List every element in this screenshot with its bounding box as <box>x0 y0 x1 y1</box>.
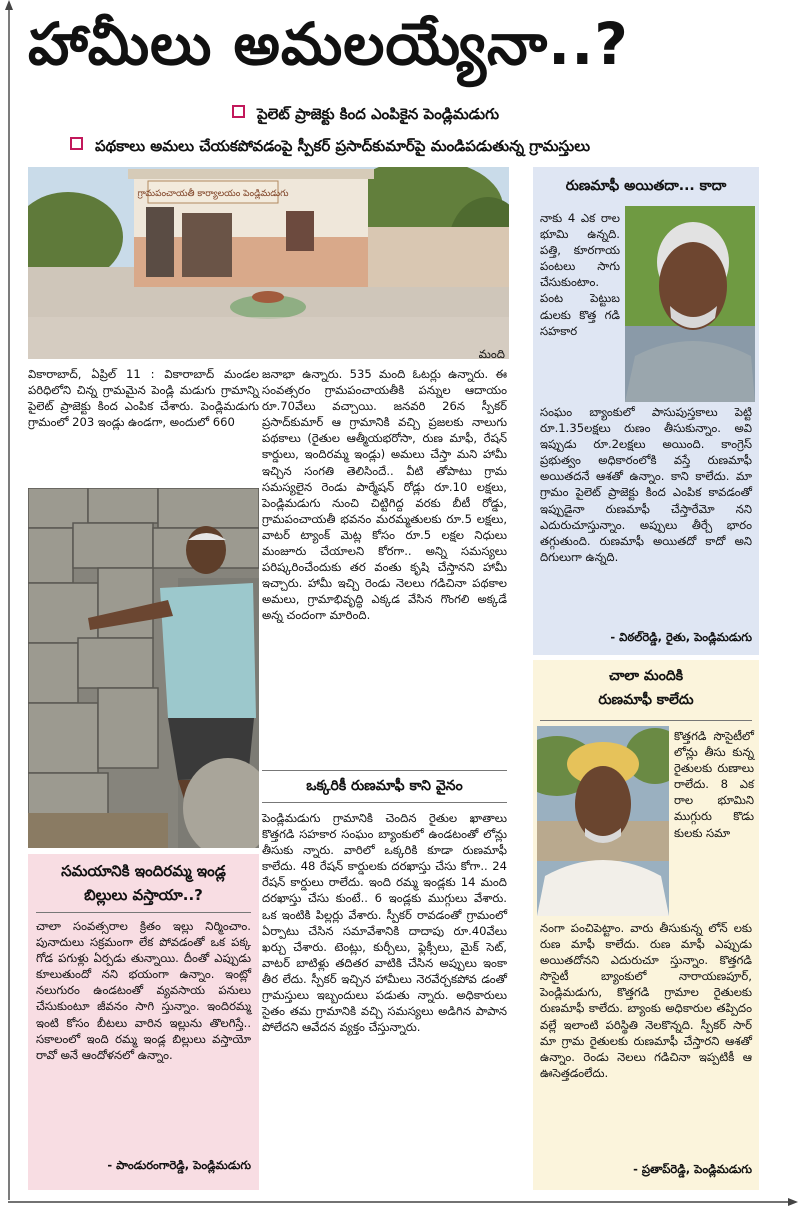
bottom-arrow-rule <box>0 1196 800 1208</box>
many-box-signature: - ప్రతాప్‌రెడ్డి, పెండ్లిమడుగు <box>633 1162 752 1176</box>
subsection-text: పెండ్లిమడుగు గ్రామానికి చెందిన రైతుల ఖాతాలు కొత్తగడి సహకార సంఘం బ్యాంకులో ఉండటంతో లోన్లు తీసుకు న్నారు. వారిలో ఒక్కరికి కూడా రుణమాఫీ కాలేదు. 48 రేషన్ కార్డులకు దరఖాస్తు చేసు కోగా.. 24 రేషన్ కార్డులు రాలేదు. ఇంది రమ్మ ఇండ్లకు 14 మంది దరఖాస్తు చేసు కుంటే.. 6 ఇండ్లకు ముగ్గులు వేశారు. ఒక ఇంటికి పిల్లర్లు వేశారు. స్పీకర్ రావడంతో గ్రామంలో ఏర్పాటు చేసిన సమావేశానికి దాదాపు రూ.40వేలు ఖర్చు చేశారు. టెంట్లు, కుర్చీలు, ఫ్లెక్సీలు, మైక్ సెట్, వాటర్ బాటిళ్లు తదితర వాటికి చేసిన అప్పులు ఇంకా తీర లేదు. స్పీకర్ ఇచ్చిన హామీలు నెరవేర్చకపోవ డంతో గ్రామస్తులు ఇబ్బందులు పడుతు న్నారు. అధికారులు సైతం తమ గ్రామానికి వచ్చి సమస్యలు అడిగిన పాపాన పోలేదని ఆవేదన వ్యక్తం చేస్తున్నారు. <box>262 811 507 1035</box>
main-article-col1: వికారాబాద్, ఏప్రిల్ 11 : వికారాబాద్ మండల పరిధిలోని చిన్న గ్రామమైన పెండ్లి మడుగు గ్రామాన్ని పైలెట్ ప్రాజెక్టు కింద ఎంపిక చేశారు. పెండ్లిమడుగు గ్రామంలో 203 ఇండ్లు ఉండగా, అందులో 660 <box>28 367 259 430</box>
building-signboard: గ్రామపంచాయతీ కార్యాలయం పెండ్లిమడుగు <box>137 189 289 199</box>
loan-box-text-wide: సంఘం బ్యాంకులో పాసుపుస్తకాలు పెట్టి రూ.1.35లక్షలు రుణం తీసుకున్నాం. అవి ఇప్పుడు రూ.2లక్షలు అయింది. కాంగ్రెస్ ప్రభుత్వం అధికారంలోకి వస్తే రుణమాఫీ అయితదనే ఆశతో ఉన్నాం. కాని కాలేదు. మా గ్రామం పైలెట్ ప్రాజెక్టు కింద ఎంపిక కావడంతో ఇప్పుడైనా రుణమాఫీ చేస్తారేమో నని ఎదురుచూస్తున్నాం. అప్పులు తీర్చే భారం తగ్గుతుంది. రుణమాఫీ అయితదో కాదో అని దిగులుగా ఉన్నది. <box>540 405 752 564</box>
many-box-divider <box>540 720 752 721</box>
subsection-title: ఒక్కరికీ రుణమాఫీ కాని వైనం <box>306 778 463 794</box>
loan-box-title: రుణమాఫీ అయితదా... కాదా <box>565 178 727 194</box>
main-article-col2: జనాభా ఉన్నారు. 535 మంది ఓటర్లు ఉన్నారు. ఈ సంవత్సరం గ్రామపంచాయతీకి పన్నుల ఆదాయం రూ.70వేలు వచ్చాయి. జనవరి 26న స్పీకర్ ప్రసాద్‌కుమార్ ఆ గ్రామానికి వచ్చి ప్రజలకు నాలుగు పథకాలు (రైతుల ఆత్మీయభరోసా, రుణ మాఫీ, రేషన్ కార్డులు, ఇందిరమ్మ ఇండ్లు) అమలు చేస్తా మని హామీ ఇచ్చిన సంగతి తెలిసిందే.. వీటి తోపాటు గ్రామ సమస్యలైన రెండు పార్మేషన్ రోడ్లు రూ.10 లక్షలు, పెండ్లిమడుగు నుంచి చిట్టిగిద్ద వరకు బీటీ రోడ్డు, గ్రామపంచాయతీ భవనం మరమ్మతులకు రూ.5 లక్షలు, వాటర్ ట్యాంక్ మెట్ల కోసం రూ.5 లక్షల నిధులు మంజూరు చేయాలని కోరగా.. అన్ని సమస్యలు పరిష్కరించేందుకు తర వంతు కృషి చేస్తానని హామీ ఇచ్చారు. హామీ ఇచ్చి రెండు నెలలు గడిచినా పథకాల అమలు, గ్రామాభివృద్ధి ఎక్కడ వేసిన గొంగలి అక్కడే అన్న చందంగా మారింది. <box>262 367 507 623</box>
housing-box-signature: - పాండురంగారెడ్డి, పెండ్లిమడుగు <box>107 1158 251 1172</box>
housing-box-text: చాలా సంవత్సరాల క్రితం ఇల్లు నిర్మించాం. పునాదులు సక్రమంగా లేక పోవడంతో ఒక పక్క గోడ పగుళ్లు ఏర్పడు తున్నాయి. దీంతో ఎప్పుడు కూలుతుందో నని భయంగా ఉన్నాం. ఇంట్లో నలుగురం ఉండటంతో వ్యవసాయ పనులు చేసుకుంటూ జీవనం సాగి స్తున్నాం. ఇందిరమ్మ ఇంటి కోసం బీటలు వారిన ఇల్లును తొలగిస్తే.. సకాలంలో ఇంది రమ్మ ఇండ్ల బిల్లులు వస్తాయో రావో అనే ఆందోళనలో ఉన్నాం. <box>36 919 251 1062</box>
subsection-bottom-rule <box>262 802 507 803</box>
bullet-square-icon <box>70 137 83 150</box>
main-article-col2-continuation: మంది <box>478 347 505 361</box>
left-arrow-rule <box>4 0 14 1211</box>
many-box-title-line2: రుణమాఫీ కాలేదు <box>598 692 694 708</box>
loan-box-text-narrow: నాకు 4 ఎక రాల భూమి ఉన్నది. పత్తి, కూరగాయ పంటలు సాగు చేసుకుంటాం. పంట పెట్టుబ డులకు కొత్త గడి సహకార <box>540 211 620 338</box>
housing-box-divider <box>36 912 251 913</box>
loan-box-signature: - విఠల్‌రెడ్డి, రైతు, పెండ్లిమడుగు <box>610 630 752 644</box>
subhead-2: పథకాలు అమలు చేయకపోవడంపై స్పీకర్ ప్రసాద్‌కుమార్‌పై మండిపడుతున్న గ్రామస్తులు <box>70 136 590 156</box>
panchayat-building-photo <box>28 167 509 359</box>
bullet-square-icon <box>232 105 245 118</box>
housing-box-title-line2: బిల్లులు వస్తాయా..? <box>84 886 203 904</box>
housing-box-title-line1: సమయానికి ఇందిరమ్మ ఇండ్ల <box>61 862 226 880</box>
farmer-wall-photo <box>28 488 259 848</box>
farmer-vittal-photo <box>625 206 755 402</box>
subsection-top-rule <box>262 770 507 771</box>
farmer-pratap-photo <box>537 726 669 916</box>
subhead-1: పైలెట్ ప్రాజెక్టు కింద ఎంపికైన పెండ్లిమడుగు <box>232 104 499 124</box>
headline: హామీలు అమలయ్యేనా..? <box>28 10 629 78</box>
many-box-title-line1: చాలా మందికి <box>608 668 684 684</box>
many-box-text-narrow: కొత్తగడి సొసైటీలో లోన్లు తీసు కున్న రైతులకు రుణాలు రాలేదు. 8 ఎక రాల భూమిని ముగ్గురు కొడు కులకు సమా <box>674 729 754 840</box>
many-box-text-wide: నంగా పంచిపెట్టాం. వారు తీసుకున్న లోన్ లకు రుణ మాఫీ కాలేదు. రుణ మాఫీ ఎప్పుడు అయితదోనని ఎదురుచూ స్తున్నాం. కొత్తగడి సొసైటీ బ్యాంకులో నారాయణపూర్, పెండ్లిమడుగు, కొత్తగడి గ్రామాల రైతులకు రుణమాఫీ కాలేదు. బ్యాంకు అధికారుల తప్పిదం వల్లే ఇలాంటి పరిస్థితి నెలకొన్నది. స్పీకర్ సార్ మా గ్రామ రైతులకు రుణమాఫీ చేస్తారని ఆశతో ఉన్నాం. రెండు నెలలు గడిచినా ఇప్పటికీ ఆ ఊసెత్తడంలేదు. <box>540 921 752 1080</box>
